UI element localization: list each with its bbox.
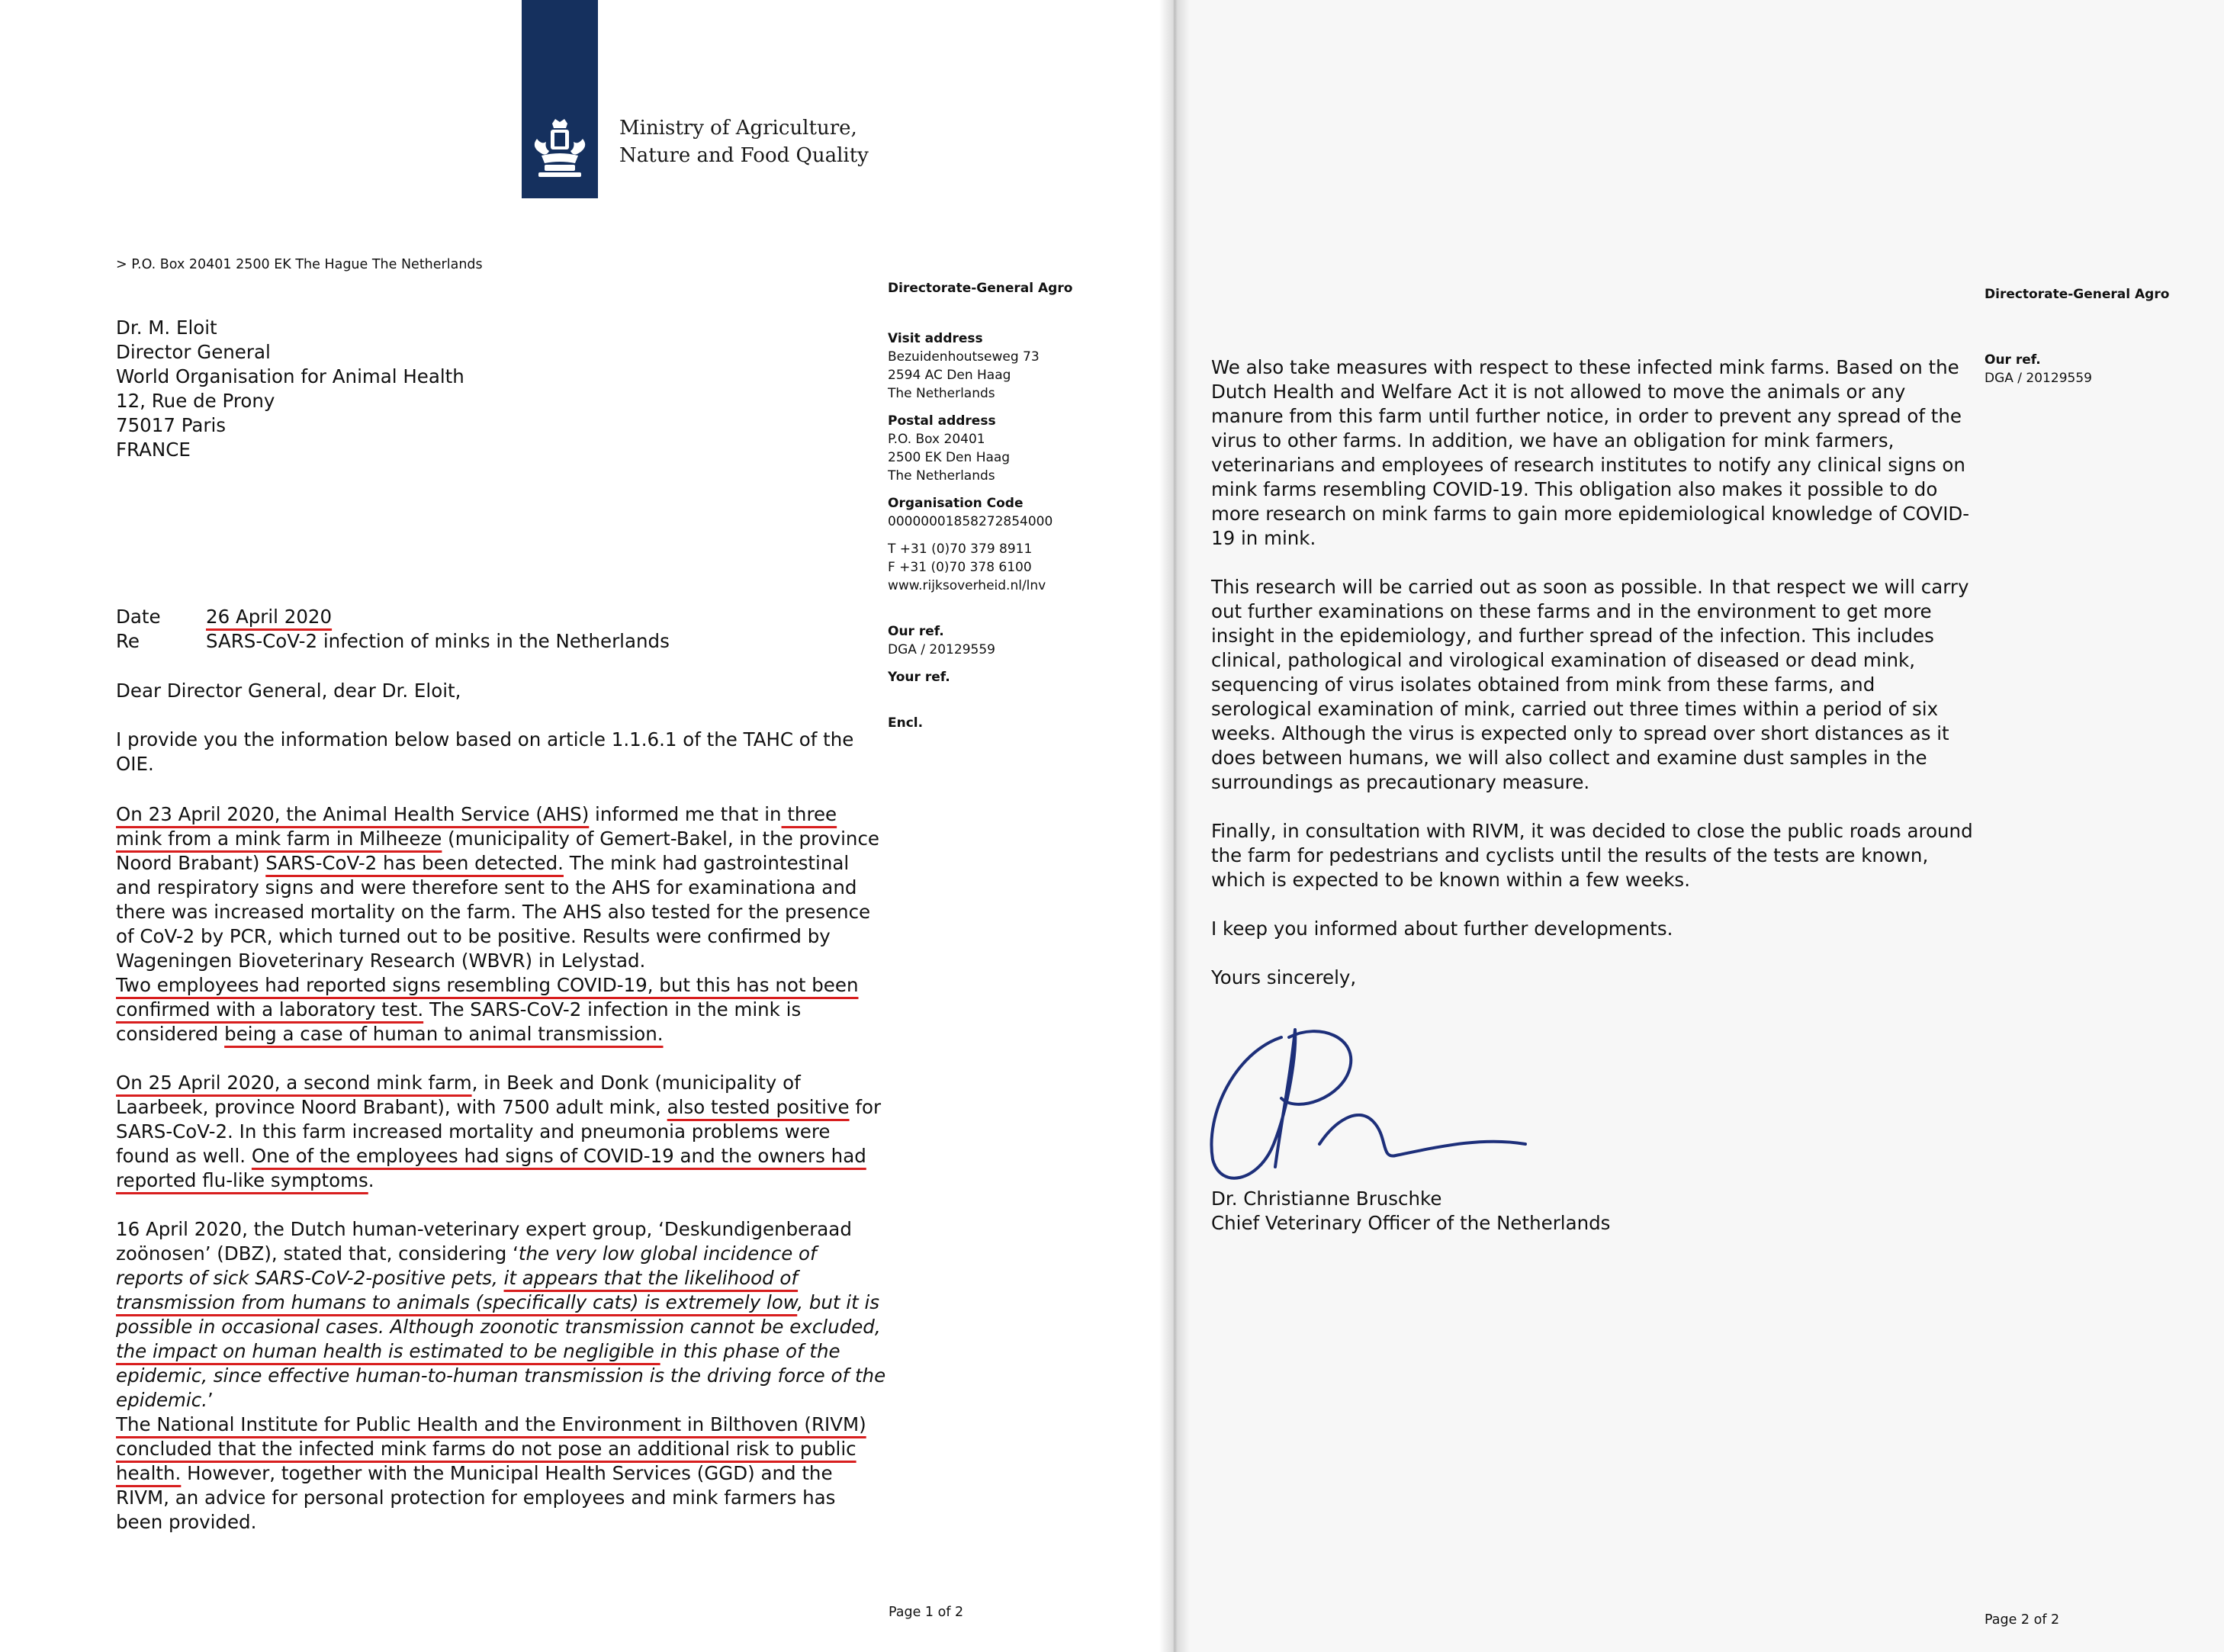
paragraph-expert-group (116, 1217, 886, 1413)
date-value: 26 April 2020 (206, 606, 333, 628)
paragraph-first-farm (116, 802, 886, 1046)
paragraph-roads: Finally, in consultation with RIVM, it was decided to close the public roads around the farm for pedestrians and cyclists until the results of the tests are known, which is expected to be known within a few weeks. (1211, 820, 1973, 891)
signer-name: Dr. Christianne Bruschke (1211, 1188, 1442, 1210)
addressee-line: 75017 Paris (116, 414, 227, 436)
fax-number: F +31 (0)70 378 6100 (888, 560, 1032, 575)
paragraph-updates: I keep you informed about further developments. (1211, 918, 1673, 940)
directorate-name: Directorate-General Agro (1985, 287, 2170, 302)
our-ref-value: DGA / 20129559 (1985, 371, 2092, 386)
return-address: > P.O. Box 20401 2500 EK The Hague The Netherlands (116, 257, 483, 272)
our-ref-label: Our ref. (888, 624, 944, 639)
organisation-code: 00000001858272854000 (888, 514, 1053, 529)
directorate-name: Directorate-General Agro (888, 281, 1073, 296)
our-ref-value: DGA / 20129559 (888, 642, 995, 657)
addressee-line: Director General (116, 341, 271, 363)
paragraph-research: This research will be carried out as soon as possible. In that respect we will carry out further examinations on these farms and in the environment to get more insight in the epidemiology, and further spread of the infection. This includes clinical, pathological and virological examination of diseased or dead mink, sequencing of virus isolates obtained from mink from these farms, and serological examination of mink, carried out three times within a period of six weeks. Although the virus is expected only to spread over short distances as it does between humans, we will also collect and examine dust samples in the surroundings as precautionary measure. (1211, 576, 1969, 793)
letterhead-sidebar (888, 279, 1117, 732)
text-run: . (368, 1169, 374, 1191)
text-run: However, together with the Municipal Health Services (GGD) and the RIVM, an advice for personal protection for employees and mink farmers has been provided. (116, 1462, 836, 1533)
highlight: Two employees had reported signs resembling COVID-19, but this has not been confirmed with a laboratory test. (116, 974, 859, 1020)
postal-address-line: P.O. Box 20401 (888, 432, 985, 447)
text-run: 16 April 2020, the Dutch human-veterinary expert group, ‘Deskundigenberaad zoönosen’ (DBZ), stated that, considering ‘ (116, 1218, 852, 1265)
enclosures-label: Encl. (888, 715, 924, 731)
signer-title: Chief Veterinary Officer of the Netherlands (1211, 1212, 1611, 1234)
visit-address-line: 2594 AC Den Haag (888, 368, 1011, 383)
quote-run: , but it is possible in occasional cases. Although zoonotic transmission cannot be excluded, (116, 1291, 881, 1338)
text-run: (municipality of Gemert-Bakel, in the province Noord Brabant) (116, 828, 880, 874)
text-run: informed me that in (589, 803, 782, 825)
quote-run: in this phase of the epidemic, since effective human-to-human transmission is the driving force of the epidemic. (116, 1340, 886, 1411)
quote-run: the very low global incidence of reports of sick SARS-CoV-2-positive pets, (116, 1242, 817, 1289)
highlight: One of the employees had signs of COVID-19 and the owners had reported flu-like symptoms (116, 1145, 866, 1191)
postal-address-line: The Netherlands (888, 468, 995, 484)
subject-label: Re (116, 630, 140, 652)
addressee-line: Dr. M. Eloit (116, 317, 217, 339)
subject-value: SARS-CoV-2 infection of minks in the Netherlands (206, 630, 670, 652)
ministry-name: Ministry of Agriculture, Nature and Food Quality (619, 117, 869, 167)
letter-meta (116, 605, 670, 654)
closing: Yours sincerely, (1211, 966, 1357, 988)
paragraph-measures: We also take measures with respect to these infected mink farms. Based on the Dutch Health and Welfare Act it is not allowed to move the animals or any manure from this farm until further notice, in order to prevent any spread of the virus to other farms. In addition, we have an obligation for mink farmers, veterinarians and employees of research institutes to notify any clinical signs on mink farms resembling COVID-19. This obligation also makes it possible to do more research on mink farms to gain more epidemiological knowledge of COVID-19 in mink. (1211, 356, 1970, 549)
highlight: also tested positive (667, 1096, 850, 1118)
text-run: ’ (207, 1389, 214, 1411)
highlight: On 25 April 2020, a second mink farm (116, 1072, 472, 1094)
highlight: three mink from a mink farm in Milheeze (116, 803, 837, 850)
date-label: Date (116, 606, 161, 628)
addressee-line: 12, Rue de Prony (116, 390, 275, 412)
highlight: SARS-CoV-2 has been detected. (265, 852, 564, 874)
intro-paragraph: I provide you the information below based on article 1.1.6.1 of the TAHC of the OIE. (116, 728, 854, 775)
visit-address-label: Visit address (888, 331, 983, 346)
salutation: Dear Director General, dear Dr. Eloit, (116, 680, 461, 702)
website-link[interactable]: www.rijksoverheid.nl/lnv (888, 578, 1046, 593)
your-ref-label: Your ref. (888, 670, 950, 685)
text-run: The mink had gastrointestinal and respiratory signs and were therefore sent to the AHS for examinationa and there was increased mortality on the farm. The AHS also tested for the presence of CoV-2 by PCR, which turned out to be positive. Results were confirmed by Wageningen Bioveterinary Research (WBVR) in Lelystad. (116, 852, 871, 972)
addressee-line: FRANCE (116, 439, 191, 461)
page-fold (1159, 0, 1190, 1652)
text-run: , in Beek and Donk (municipality of Laarbeek, province Noord Brabant), with 7500 adult mink, (116, 1072, 801, 1118)
visit-address-line: Bezuidenhoutseweg 73 (888, 349, 1040, 365)
subject-row (116, 629, 670, 654)
coat-of-arms-icon (526, 116, 593, 183)
phone-number: T +31 (0)70 379 8911 (888, 542, 1033, 557)
postal-address-label: Postal address (888, 413, 996, 429)
visit-address-line: The Netherlands (888, 386, 995, 401)
date-row (116, 605, 670, 629)
highlight: the impact on human health is estimated to be negligible (116, 1340, 660, 1362)
paragraph-rivm (116, 1413, 886, 1535)
highlight: On 23 April 2020, the Animal Health Service (AHS) (116, 803, 590, 825)
highlight: being a case of human to animal transmission. (224, 1023, 664, 1045)
highlight: it appears that the likelihood of transmission from humans to animals (specifically cats) is extremely low (116, 1267, 799, 1313)
our-ref-label: Our ref. (1985, 352, 2041, 368)
postal-address-line: 2500 EK Den Haag (888, 450, 1011, 465)
text-run: The SARS-CoV-2 infection in the mink is considered (116, 998, 802, 1045)
handwritten-signature (1205, 992, 1571, 1205)
text-run: for SARS-CoV-2. In this farm increased mortality and pneumonia problems were found as well. (116, 1096, 882, 1167)
paragraph-second-farm (116, 1071, 886, 1193)
addressee-block (116, 316, 464, 462)
page-number: Page 2 of 2 (1985, 1612, 2060, 1628)
highlight: The National Institute for Public Health and the Environment in Bilthoven (RIVM) concluded that the infected mink farms do not pose an additional risk to public health. (116, 1413, 866, 1484)
addressee-line: World Organisation for Animal Health (116, 365, 464, 387)
page-number: Page 1 of 2 (889, 1605, 964, 1620)
organisation-code-label: Organisation Code (888, 496, 1024, 511)
